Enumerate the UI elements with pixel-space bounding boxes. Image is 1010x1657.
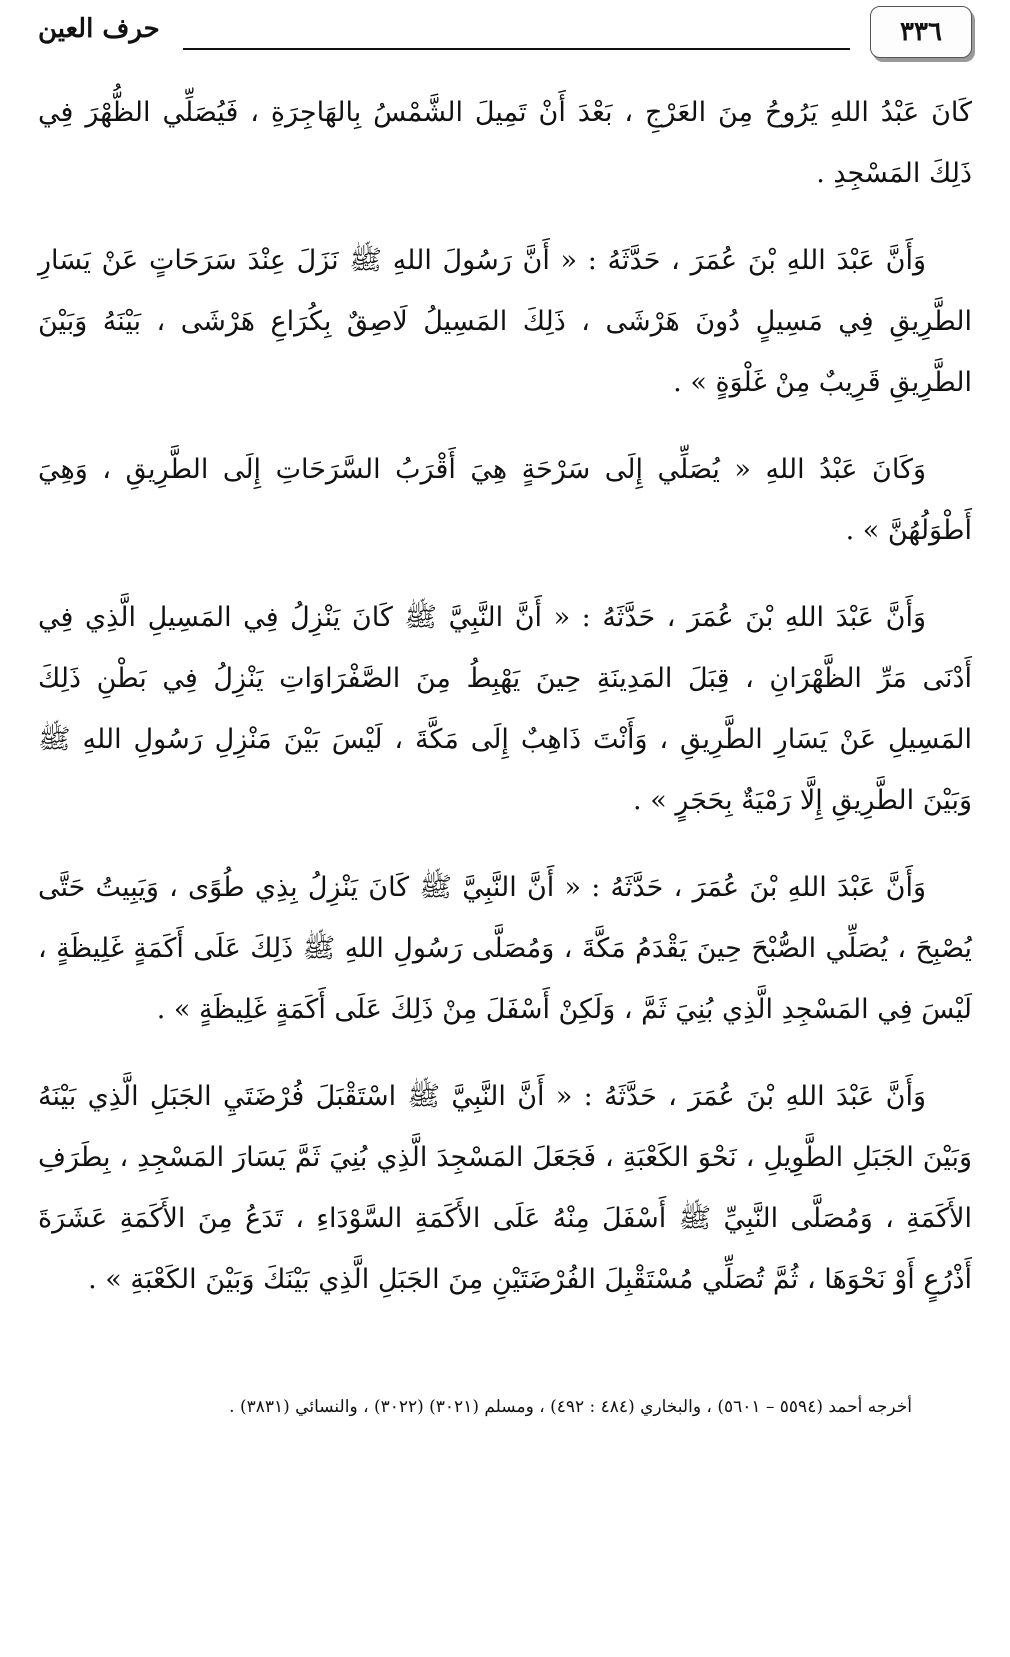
paragraph-2: وَأَنَّ عَبْدَ اللهِ بْنَ عُمَرَ ، حَدَّثَهُ : « أَنَّ رَسُولَ اللهِ ﷺ نَزَلَ عِنْدَ سَرَحَاتٍ عَنْ يَسَارِ الطَّرِيقِ فِي مَسِيلٍ دُونَ هَرْشَى ، ذَلِكَ المَسِيلُ لَاصِقٌ بِكُرَاعِ هَرْشَى ، بَيْنَهُ وَبَيْنَ الطَّرِيقِ قَرِيبٌ مِنْ غَلْوَةٍ » . xyxy=(38,245,972,398)
paragraph-6: وَأَنَّ عَبْدَ اللهِ بْنَ عُمَرَ ، حَدَّثَهُ : « أَنَّ النَّبِيَّ ﷺ اسْتَقْبَلَ فُرْضَتَيِ الجَبَلِ الَّذِي بَيْنَهُ وَبَيْنَ الجَبَلِ الطَّوِيلِ ، نَحْوَ الكَعْبَةِ ، فَجَعَلَ المَسْجِدَ الَّذِي بُنِيَ ثَمَّ يَسَارَ المَسْجِدِ ، بِطَرَفِ الأَكَمَةِ ، وَمُصَلَّى النَّبِيِّ ﷺ أَسْفَلَ مِنْهُ عَلَى الأَكَمَةِ السَّوْدَاءِ ، تَدَعُ مِنَ الأَكَمَةِ عَشَرَةَ أَذْرُعٍ أَوْ نَحْوَهَا ، ثُمَّ تُصَلِّي مُسْتَقْبِلَ الفُرْضَتَيْنِ مِنَ الجَبَلِ الَّذِي بَيْنَكَ وَبَيْنَ الكَعْبَةِ » . xyxy=(38,1081,972,1295)
header-rule xyxy=(183,48,850,50)
main-text xyxy=(38,82,972,1336)
paragraph-4: وَأَنَّ عَبْدَ اللهِ بْنَ عُمَرَ ، حَدَّثَهُ : « أَنَّ النَّبِيَّ ﷺ كَانَ يَنْزِلُ فِي المَسِيلِ الَّذِي فِي أَدْنَى مَرِّ الظَّهْرَانِ ، قِبَلَ المَدِينَةِ حِينَ يَهْبِطُ مِنَ الصَّفْرَاوَاتِ يَنْزِلُ فِي بَطْنِ ذَلِكَ المَسِيلِ عَنْ يَسَارِ الطَّرِيقِ ، وَأَنْتَ ذَاهِبٌ إِلَى مَكَّةَ ، لَيْسَ بَيْنَ مَنْزِلِ رَسُولِ اللهِ ﷺ وَبَيْنَ الطَّرِيقِ إِلَّا رَمْيَةٌ بِحَجَرٍ » . xyxy=(38,602,972,816)
page-header xyxy=(38,6,972,58)
paragraph-3: وَكَانَ عَبْدُ اللهِ « يُصَلِّي إِلَى سَرْحَةٍ هِيَ أَقْرَبُ السَّرَحَاتِ إِلَى الطَّرِيقِ ، وَهِيَ أَطْوَلُهُنَّ » . xyxy=(38,454,972,546)
section-title: حرف العين xyxy=(38,14,160,44)
footnote: أخرجه أحمد (٥٥٩٤ – ٥٦٠١) ، والبخاري (٤٨٤ : ٤٩٢) ، ومسلم (٣٠٢١) (٣٠٢٢) ، والنسائي (٣٨٣١) . xyxy=(229,1397,912,1417)
paragraph-1: كَانَ عَبْدُ اللهِ يَرُوحُ مِنَ العَرْجِ ، بَعْدَ أَنْ تَمِيلَ الشَّمْسُ بِالهَاجِرَةِ ، فَيُصَلِّي الظُّهْرَ فِي ذَلِكَ المَسْجِدِ . xyxy=(38,97,972,189)
page-number: ٣٣٦ xyxy=(870,6,972,58)
paragraph-5: وَأَنَّ عَبْدَ اللهِ بْنَ عُمَرَ ، حَدَّثَهُ : « أَنَّ النَّبِيَّ ﷺ كَانَ يَنْزِلُ بِذِي طُوًى ، وَيَبِيتُ حَتَّى يُصْبِحَ ، يُصَلِّي الصُّبْحَ حِينَ يَقْدَمُ مَكَّةَ ، وَمُصَلَّى رَسُولِ اللهِ ﷺ ذَلِكَ عَلَى أَكَمَةٍ غَلِيظَةٍ ، لَيْسَ فِي المَسْجِدِ الَّذِي بُنِيَ ثَمَّ ، وَلَكِنْ أَسْفَلَ مِنْ ذَلِكَ عَلَى أَكَمَةٍ غَلِيظَةٍ » . xyxy=(38,872,972,1025)
